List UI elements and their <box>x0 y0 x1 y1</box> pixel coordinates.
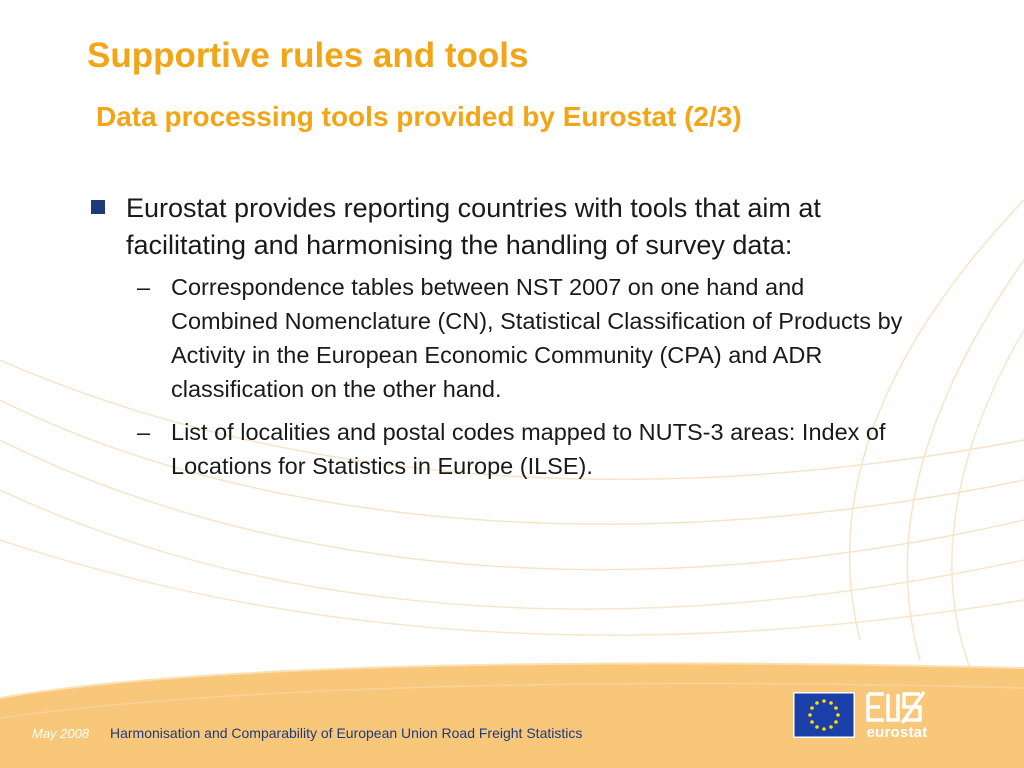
eurostat-logo-text: eurostat <box>866 724 928 741</box>
slide-title: Supportive rules and tools <box>87 36 529 75</box>
sub-bullet-item <box>134 415 911 483</box>
dash-bullet: – <box>137 274 151 300</box>
sub-bullet-item <box>134 270 911 406</box>
footer-date: May 2008 <box>32 726 90 741</box>
square-bullet-icon <box>91 200 105 214</box>
eu-flag-icon <box>793 692 855 738</box>
bullet-text: Eurostat provides reporting countries with tools that aim at facilitating and harmonising the handling of survey data: <box>126 193 821 260</box>
footer-title: Harmonisation and Comparability of European Union Road Freight Statistics <box>110 725 583 741</box>
eurostat-mark-icon <box>862 690 932 726</box>
sub-bullet-text: List of localities and postal codes mapped to NUTS-3 areas: Index of Locations for Statistics in Europe (ILSE). <box>171 419 886 479</box>
eurostat-logo-icon <box>862 690 932 742</box>
sub-bullet-list <box>134 270 918 483</box>
slide-subtitle: Data processing tools provided by Eurostat (2/3) <box>96 101 742 132</box>
slide-content <box>88 190 918 492</box>
dash-bullet: – <box>137 419 151 445</box>
sub-bullet-text: Correspondence tables between NST 2007 on one hand and Combined Nomenclature (CN), Statistical Classification of Products by Activity in the European Economic Community (CPA) and ADR classification on the other hand. <box>171 274 903 402</box>
bullet-item <box>88 190 896 264</box>
